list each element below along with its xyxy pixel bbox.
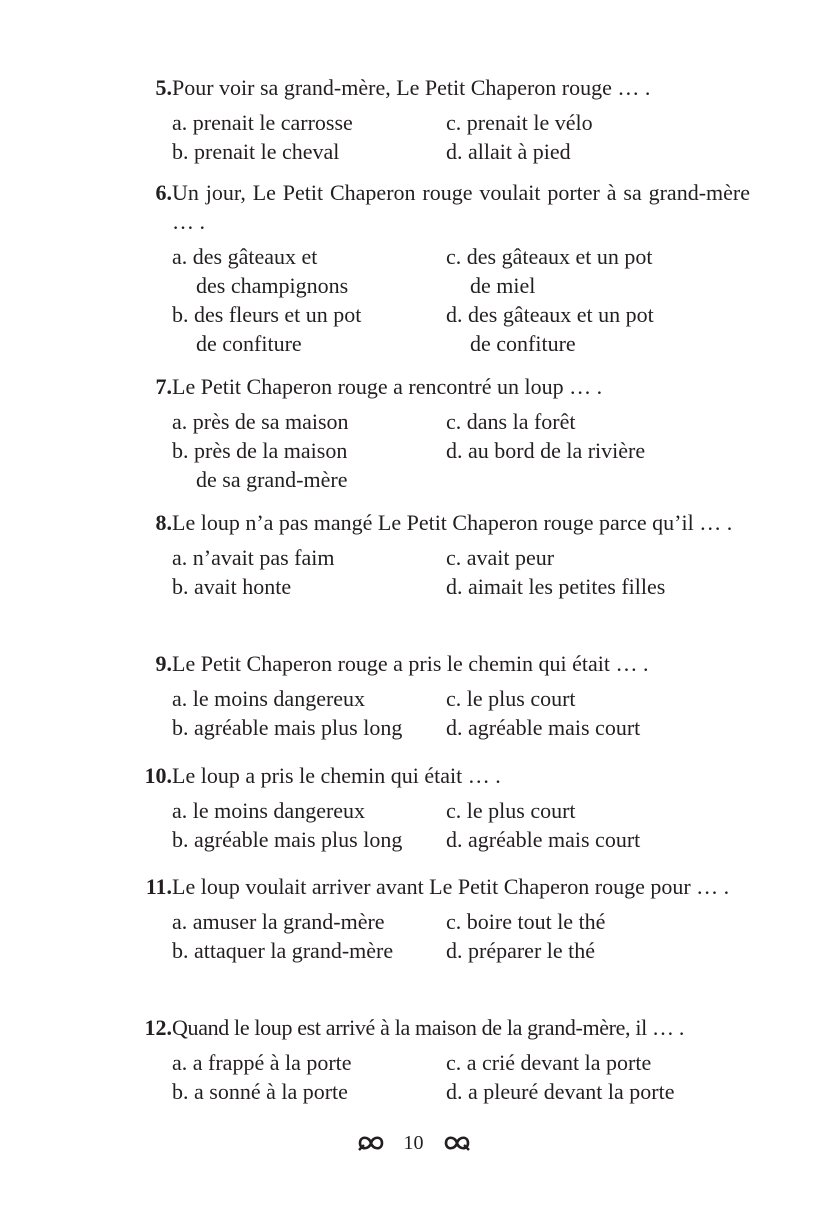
option-b: b. attaquer la grand-mère	[172, 938, 394, 963]
question-text: Le Petit Chaperon rouge a pris le chemin qui était … .	[172, 651, 649, 676]
question-number: 5.	[155, 75, 172, 100]
option-a: a. a frappé à la porte	[172, 1050, 352, 1075]
option-a: a. le moins dangereux	[172, 686, 366, 711]
question-number: 6.	[155, 180, 172, 205]
option-b: b. prenait le cheval	[172, 139, 340, 164]
question-number: 12.	[144, 1015, 172, 1040]
option-a: a. le moins dangereux	[172, 798, 366, 823]
option-c: c. boire tout le thé	[446, 909, 606, 934]
question-text: Le loup voulait arriver avant Le Petit Chaperon rouge pour … .	[172, 874, 730, 899]
options	[172, 1048, 750, 1106]
option-d: d. préparer le thé	[446, 938, 596, 963]
option-a: a. prenait le carrosse	[172, 110, 353, 135]
question-text: Le loup a pris le chemin qui était … .	[172, 763, 501, 788]
option-d: d. agréable mais court	[446, 715, 641, 740]
question-6	[120, 178, 750, 358]
option-d: d. aimait les petites filles	[446, 574, 666, 599]
option-b: b. a sonné à la porte	[172, 1079, 348, 1104]
option-b: b. des fleurs et un pot de confiture	[172, 302, 362, 356]
question-number: 11.	[145, 874, 172, 899]
options	[172, 407, 750, 494]
question-11	[120, 872, 750, 965]
option-d: d. agréable mais court	[446, 827, 641, 852]
option-b: b. avait honte	[172, 574, 292, 599]
option-a: a. près de sa maison	[172, 409, 349, 434]
option-c: c. dans la forêt	[446, 409, 576, 434]
question-number: 10.	[144, 763, 172, 788]
option-c: c. avait peur	[446, 545, 555, 570]
question-text: Un jour, Le Petit Chaperon rouge voulait porter à sa grand-mère … .	[172, 180, 750, 234]
option-a: a. n’avait pas faim	[172, 545, 335, 570]
question-9	[120, 649, 750, 742]
options	[172, 907, 750, 965]
page-number: 10	[403, 1132, 424, 1154]
question-12	[120, 1013, 750, 1106]
question-10	[120, 761, 750, 854]
options	[172, 108, 750, 166]
option-d: d. des gâteaux et un pot de confiture	[446, 302, 654, 356]
ornament-left-icon	[358, 1133, 384, 1153]
option-c: c. des gâteaux et un pot de miel	[446, 244, 653, 298]
option-d: d. a pleuré devant la porte	[446, 1079, 675, 1104]
question-text: Le loup n’a pas mangé Le Petit Chaperon rouge parce qu’il … .	[172, 510, 733, 535]
options	[172, 543, 750, 601]
page-footer	[0, 1128, 827, 1158]
ornament-right-icon	[444, 1133, 470, 1153]
question-text: Quand le loup est arrivé à la maison de la grand-mère, il … .	[172, 1015, 684, 1040]
option-b: b. agréable mais plus long	[172, 827, 403, 852]
option-d: d. au bord de la rivière	[446, 438, 646, 463]
option-b: b. près de la maison de sa grand-mère	[172, 438, 348, 492]
question-text: Le Petit Chaperon rouge a rencontré un loup … .	[172, 374, 603, 399]
option-c: c. le plus court	[446, 686, 576, 711]
options	[172, 684, 750, 742]
question-text: Pour voir sa grand-mère, Le Petit Chaperon rouge … .	[172, 75, 651, 100]
option-a: a. des gâteaux et des champignons	[172, 244, 349, 298]
option-c: c. le plus court	[446, 798, 576, 823]
options	[172, 796, 750, 854]
question-number: 9.	[155, 651, 172, 676]
question-5	[120, 73, 750, 166]
option-a: a. amuser la grand-mère	[172, 909, 385, 934]
question-7	[120, 372, 750, 494]
option-c: c. prenait le vélo	[446, 110, 593, 135]
question-number: 7.	[155, 374, 172, 399]
options	[172, 242, 750, 358]
question-8	[120, 508, 750, 601]
option-b: b. agréable mais plus long	[172, 715, 403, 740]
question-number: 8.	[155, 510, 172, 535]
option-d: d. allait à pied	[446, 139, 571, 164]
option-c: c. a crié devant la porte	[446, 1050, 652, 1075]
